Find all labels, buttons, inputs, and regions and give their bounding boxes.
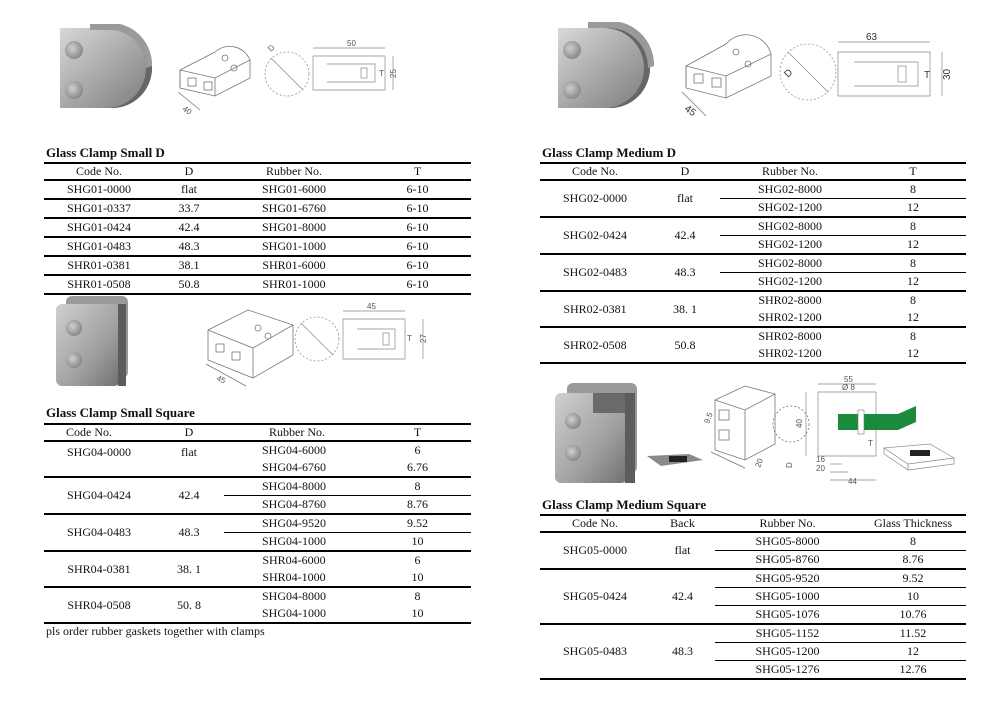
code-cell: SHR04-0508 [44, 587, 154, 623]
d-cell: flat [154, 441, 224, 477]
rubber-cell: SHG04-1000 [224, 533, 364, 552]
dim-9-5: 9.5 [702, 411, 715, 425]
medium-d-table [540, 162, 966, 364]
small-square-isometric-drawing [198, 300, 298, 388]
table-row [540, 327, 966, 345]
t-cell: 6-10 [364, 275, 471, 294]
t-cell: 12 [860, 345, 966, 363]
t-cell: 6-10 [364, 199, 471, 218]
t-cell: 6.76 [407, 460, 428, 474]
rubber-cell: SHG05-9520 [715, 569, 860, 588]
table-row [44, 275, 471, 294]
code-cell: SHR01-0381 [44, 256, 154, 275]
t-cell: 6-10 [364, 180, 471, 199]
thickness-cell: 10.76 [860, 606, 966, 625]
d-cell: flat [650, 180, 720, 217]
dim-20-iso: 20 [753, 457, 765, 469]
code-cell: SHG04-0483 [44, 514, 154, 551]
d-cell: 38.1 [154, 256, 224, 275]
rubber-cell: SHG02-8000 [720, 217, 860, 236]
code-cell: SHG02-0000 [540, 180, 650, 217]
rubber-cell: SHR01-6000 [224, 256, 364, 275]
table-header-row [540, 515, 966, 532]
rubber-cell: SHG05-1152 [715, 624, 860, 643]
code-cell: SHG01-0000 [44, 180, 154, 199]
d-cell: 42.4 [154, 218, 224, 237]
table-row [44, 587, 471, 605]
dim-t: T [379, 69, 384, 78]
dim-50: 50 [347, 39, 356, 48]
rubber-cell: SHG02-8000 [720, 254, 860, 273]
order-note: pls order rubber gaskets together with clamps [46, 624, 265, 638]
code-cell: SHG01-0337 [44, 199, 154, 218]
t-cell: 8 [860, 217, 966, 236]
rubber-cell: SHR02-8000 [720, 327, 860, 345]
dim-45: 45 [215, 373, 228, 386]
medium-square-clamp-render [553, 383, 643, 483]
table-row [540, 569, 966, 588]
d-cell: 33.7 [154, 199, 224, 218]
rubber-cell: SHG01-6000 [224, 180, 364, 199]
t-cell: 6-10 [364, 256, 471, 275]
d-cell: 42.4 [650, 217, 720, 254]
dim-55: 55 [844, 375, 853, 384]
back-cell: 42.4 [650, 569, 715, 624]
rubber-cell: SHG04-1000 [224, 605, 364, 623]
thickness-cell: 8.76 [860, 551, 966, 570]
dim-25: 25 [389, 69, 398, 78]
header-t: T [860, 163, 966, 180]
dim-16: 16 [816, 455, 825, 464]
code-cell: SHR02-0508 [540, 327, 650, 363]
table-row [540, 254, 966, 273]
rubber-cell: SHR01-1000 [224, 275, 364, 294]
dim-d: D [785, 462, 794, 468]
dim-t: T [407, 334, 412, 343]
table-row [540, 532, 966, 551]
dim-t: T [868, 439, 873, 448]
code-cell: SHG04-0000 [44, 441, 154, 477]
header-rubber: Rubber No. [715, 515, 860, 532]
rubber-cell: SHG01-8000 [224, 218, 364, 237]
dim-45: 45 [682, 103, 698, 119]
dim-63: 63 [866, 32, 878, 43]
rubber-cell: SHG01-6760 [224, 199, 364, 218]
rubber-cell: SHG02-1200 [720, 236, 860, 255]
d-cell: 48.3 [650, 254, 720, 291]
rubber-cell: SHR04-1000 [262, 570, 326, 584]
d-cell: 42.4 [154, 477, 224, 514]
medium-d-isometric-drawing [676, 22, 781, 120]
table-header-row [44, 163, 471, 180]
table-row [44, 514, 471, 533]
d-cell: 38. 1 [154, 551, 224, 587]
t-cell: 10 [364, 605, 471, 623]
t-cell: 8 [860, 180, 966, 199]
header-back: Back [650, 515, 715, 532]
table-row [44, 237, 471, 256]
t-cell: 10 [364, 533, 471, 552]
table-row [540, 180, 966, 199]
dim-27: 27 [419, 334, 428, 343]
rubber-cell: SHR04-6000 [224, 551, 364, 569]
table-row [44, 180, 471, 199]
table-header-row [44, 424, 471, 441]
dim-20: 20 [816, 464, 825, 473]
medium-square-table [540, 514, 966, 680]
rubber-cell: SHR02-1200 [758, 310, 822, 324]
header-rubber: Rubber No. [224, 163, 364, 180]
t-cell: 8 [860, 254, 966, 273]
rubber-cell: SHG05-1000 [715, 588, 860, 606]
code-cell: SHR02-0381 [540, 291, 650, 327]
t-cell: 9.52 [364, 514, 471, 533]
small-square-clamp-render [52, 296, 132, 388]
dim-40: 40 [795, 419, 804, 428]
t-cell: 8 [860, 291, 966, 309]
dim-t: T [924, 70, 931, 81]
rubber-cell: SHG04-9520 [224, 514, 364, 533]
code-cell: SHG04-0424 [44, 477, 154, 514]
t-cell: 8 [860, 327, 966, 345]
t-cell: 6 [364, 441, 471, 459]
t-cell: 12 [907, 310, 919, 324]
small-d-isometric-drawing [170, 30, 265, 115]
t-cell: 8 [364, 587, 471, 605]
small-d-photo [50, 16, 155, 116]
rubber-cell: SHG01-1000 [224, 237, 364, 256]
rubber-cell: SHG02-1200 [720, 199, 860, 218]
header-d: D [154, 163, 224, 180]
rubber-cell: SHG05-8000 [715, 532, 860, 551]
d-cell: 38. 1 [650, 291, 720, 327]
d-cell: 50. 8 [154, 587, 224, 623]
rubber-cell: SHG02-1200 [720, 273, 860, 292]
d-cell: 48.3 [154, 514, 224, 551]
table-header-row [540, 163, 966, 180]
t-cell: 8.76 [364, 496, 471, 515]
small-d-table [44, 162, 471, 295]
rubber-cell: SHG05-1076 [715, 606, 860, 625]
header-d: D [154, 424, 224, 441]
code-cell: SHR01-0508 [44, 275, 154, 294]
d-cell: 50.8 [650, 327, 720, 363]
t-cell: 12 [860, 236, 966, 255]
header-code: Code No. [540, 163, 650, 180]
t-cell: 12 [860, 273, 966, 292]
table-row [540, 291, 966, 309]
small-d-title: Glass Clamp Small D [46, 145, 165, 160]
header-code: Code No. [44, 424, 154, 441]
dim-d: D [266, 42, 277, 54]
t-cell: 6-10 [364, 218, 471, 237]
thickness-cell: 12.76 [860, 661, 966, 680]
thickness-cell: 10 [860, 588, 966, 606]
code-cell: SHG02-0424 [540, 217, 650, 254]
dim-40: 40 [180, 104, 194, 117]
d-cell: flat [154, 180, 224, 199]
code-cell: SHG05-0483 [540, 624, 650, 679]
small-square-side-drawing [295, 302, 435, 375]
code-cell: SHG01-0483 [44, 237, 154, 256]
medium-d-side-drawing [780, 30, 955, 112]
rubber-cell: SHR02-8000 [720, 291, 860, 309]
thickness-cell: 9.52 [860, 569, 966, 588]
t-cell: 6-10 [364, 237, 471, 256]
header-code: Code No. [44, 163, 154, 180]
rubber-cell: SHG05-1276 [715, 661, 860, 680]
table-row [44, 441, 471, 459]
small-square-table [44, 423, 471, 624]
rubber-cell: SHG04-6000 [224, 441, 364, 459]
t-cell: 10 [411, 570, 424, 584]
gasket-drawing [880, 440, 960, 480]
t-cell: 12 [860, 199, 966, 218]
rubber-cell: SHG05-1200 [715, 643, 860, 661]
table-row [540, 624, 966, 643]
header-code: Code No. [540, 515, 650, 532]
thickness-cell: 12 [860, 643, 966, 661]
d-cell: 48.3 [154, 237, 224, 256]
header-rubber: Rubber No. [720, 163, 860, 180]
header-t: T [364, 163, 471, 180]
header-rubber: Rubber No. [224, 424, 364, 441]
thickness-cell: 11.52 [860, 624, 966, 643]
medium-square-title: Glass Clamp Medium Square [542, 497, 707, 512]
dim-d: D [782, 67, 796, 81]
table-row [540, 217, 966, 236]
code-cell: SHG01-0424 [44, 218, 154, 237]
table-row [44, 199, 471, 218]
rubber-cell: SHR02-1200 [720, 345, 860, 363]
header-glass-thickness: Glass Thickness [860, 515, 966, 532]
header-d: D [650, 163, 720, 180]
rubber-gasket-render [645, 448, 705, 472]
code-cell: SHR04-0381 [44, 551, 154, 587]
table-row [44, 551, 471, 569]
table-row [44, 218, 471, 237]
medium-d-clamp-render [548, 16, 658, 116]
t-cell: 8 [364, 477, 471, 496]
back-cell: flat [650, 532, 715, 569]
header-t: T [364, 424, 471, 441]
small-d-side-drawing [265, 38, 405, 110]
rubber-cell: SHG04-8760 [224, 496, 364, 515]
medium-d-title: Glass Clamp Medium D [542, 145, 676, 160]
rubber-cell: SHG04-6760 [261, 460, 326, 474]
rubber-cell: SHG05-8760 [715, 551, 860, 570]
small-d-clamp-render [50, 16, 155, 116]
dim-30: 30 [942, 68, 953, 80]
d-cell: 50.8 [154, 275, 224, 294]
table-row [44, 256, 471, 275]
code-cell: SHG05-0424 [540, 569, 650, 624]
code-cell: SHG05-0000 [540, 532, 650, 569]
glass-pane-section [838, 414, 898, 430]
t-cell: 6 [364, 551, 471, 569]
rubber-cell: SHG04-8000 [224, 587, 364, 605]
dim-dia-8: Ø 8 [842, 383, 855, 392]
rubber-cell: SHG02-8000 [720, 180, 860, 199]
thickness-cell: 8 [860, 532, 966, 551]
table-row [44, 477, 471, 496]
code-cell: SHG02-0483 [540, 254, 650, 291]
dim-44: 44 [848, 477, 857, 486]
dim-45-top: 45 [367, 302, 376, 311]
rubber-cell: SHG04-8000 [224, 477, 364, 496]
back-cell: 48.3 [650, 624, 715, 679]
small-square-title: Glass Clamp Small Square [46, 405, 195, 420]
